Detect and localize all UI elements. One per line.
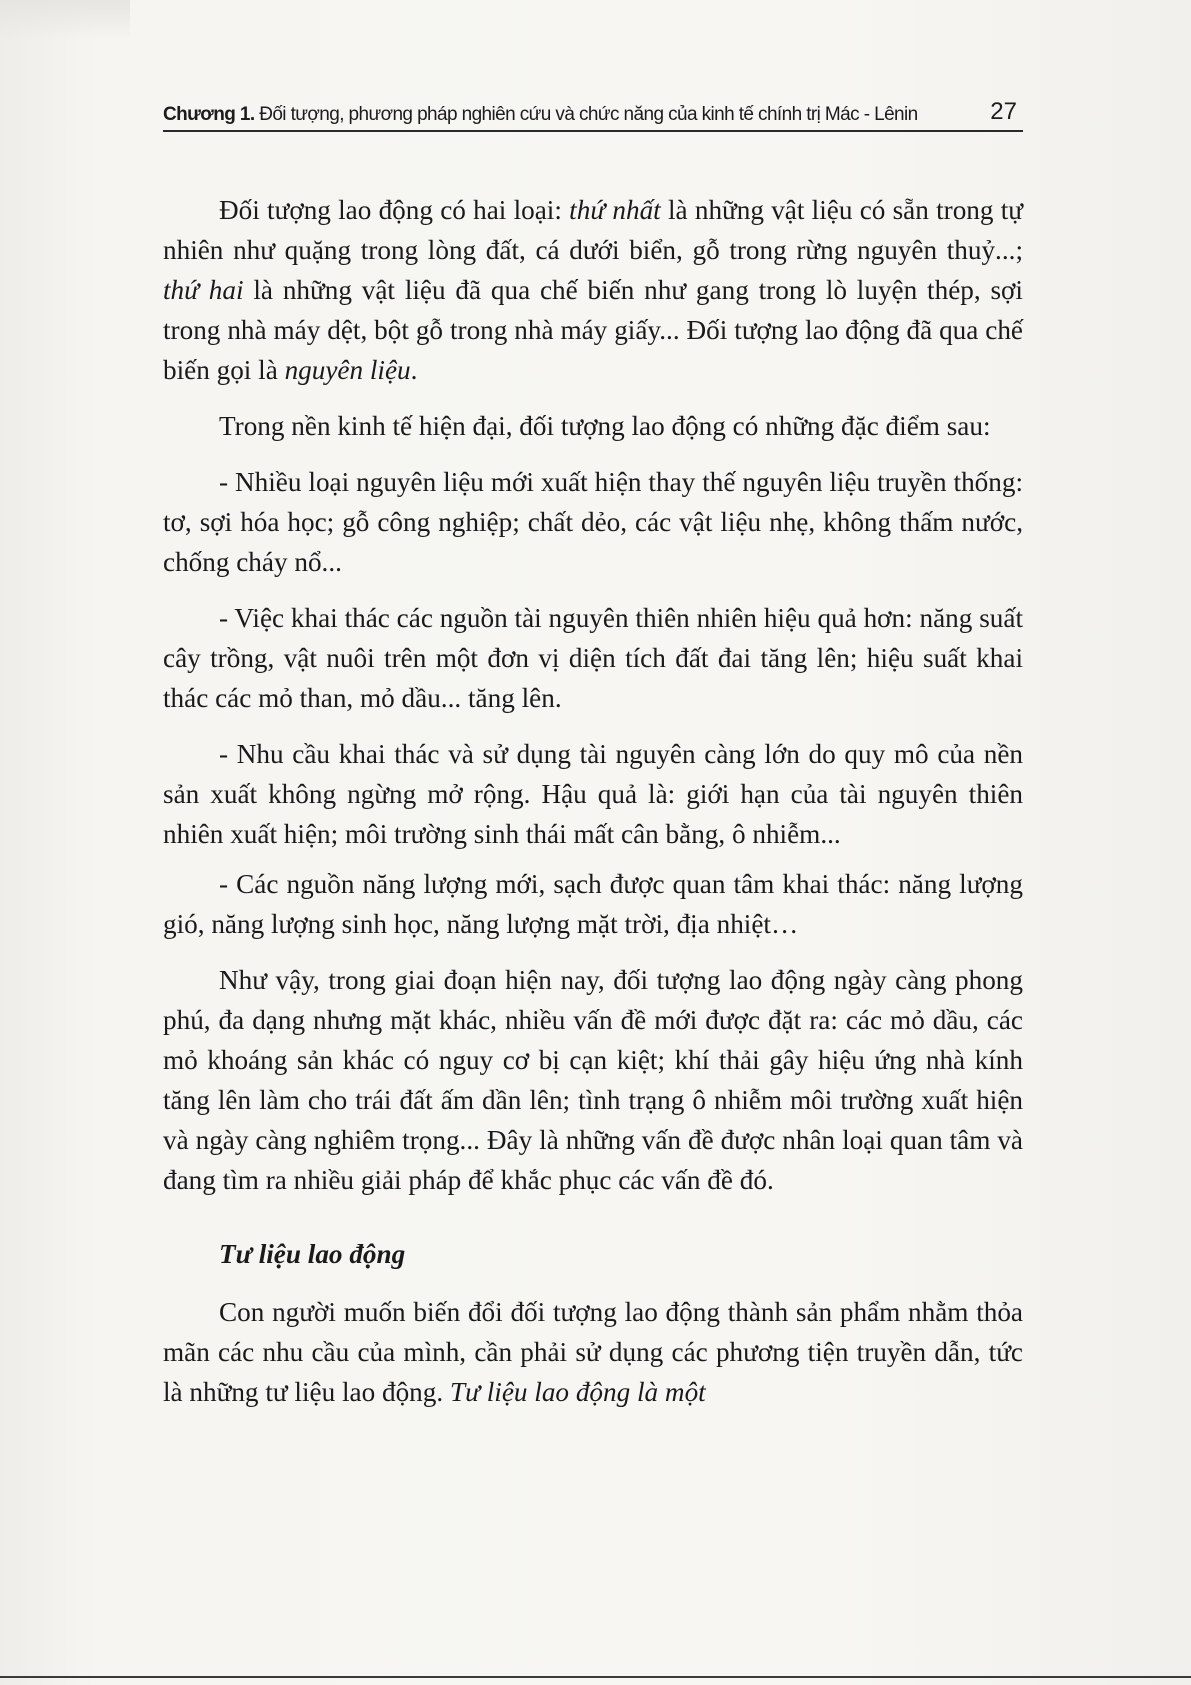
chapter-label: Chương 1. (163, 104, 255, 125)
paragraph-objects-of-labor (163, 190, 1023, 390)
italic-term: thứ nhất (569, 195, 661, 225)
italic-term: nguyên liệu (284, 355, 411, 385)
page-number: 27 (990, 98, 1017, 125)
section-heading: Tư liệu lao động (219, 1239, 406, 1269)
italic-term: thứ hai (163, 275, 244, 305)
running-header (163, 92, 1023, 132)
paragraph-modern-economy: Trong nền kinh tế hiện đại, đối tượng lao động có những đặc điểm sau: (219, 411, 991, 441)
text-span: là những vật liệu đã qua chế biến như gang trong lò luyện thép, sợi trong nhà máy dệt, bột gỗ trong nhà máy giấy... Đối tượng lao động đã qua chế biến gọi là (163, 275, 1023, 385)
scan-shadow (0, 0, 130, 40)
running-head-text (163, 104, 918, 126)
paragraph-means-of-labor (163, 1292, 1023, 1412)
text-span: là những vật liệu có sẵn trong tự nhiên như quặng trong lòng đất, cá dưới biển, gỗ trong rừng nguyên thuỷ...; (163, 195, 1024, 265)
body-text (163, 190, 1023, 1428)
bottom-edge-rule (0, 1676, 1191, 1678)
italic-term: Tư liệu lao động là một (449, 1377, 706, 1407)
chapter-title: Đối tượng, phương pháp nghiên cứu và chức năng của kinh tế chính trị Mác - Lênin (259, 104, 918, 125)
paragraph-current-stage: Như vậy, trong giai đoạn hiện nay, đối tượng lao động ngày càng phong phú, đa dạng nhưng mặt khác, nhiều vấn đề mới được đặt ra: các mỏ dầu, các mỏ khoáng sản khác có nguy cơ bị cạn kiệt; khí thải gây hiệu ứng nhà kính tăng lên làm cho trái đất ấm dần lên; tình trạng ô nhiễm môi trường xuất hiện và ngày càng nghiêm trọng... Đây là những vấn đề được nhân loại quan tâm và đang tìm ra nhiều giải pháp để khắc phục các vấn đề đó. (163, 965, 1023, 1195)
text-span: Con người muốn biến đổi đối tượng lao động thành sản phẩm nhằm thỏa mãn các nhu cầu của mình, cần phải sử dụng các phương tiện truyền dẫn, tức là những tư liệu lao động. (163, 1297, 1023, 1407)
bullet-new-energy: - Các nguồn năng lượng mới, sạch được quan tâm khai thác: năng lượng gió, năng lượng sinh học, năng lượng mặt trời, địa nhiệt… (163, 869, 1023, 939)
bullet-new-materials: - Nhiều loại nguyên liệu mới xuất hiện thay thế nguyên liệu truyền thống: tơ, sợi hóa học; gỗ công nghiệp; chất dẻo, các vật liệu nhẹ, không thấm nước, chống cháy nổ... (163, 467, 1023, 577)
bullet-resource-exploitation: - Việc khai thác các nguồn tài nguyên thiên nhiên hiệu quả hơn: năng suất cây trồng, vật nuôi trên một đơn vị diện tích đất đai tăng lên; hiệu suất khai thác các mỏ than, mỏ dầu... tăng lên. (163, 603, 1023, 713)
bullet-resource-demand: - Nhu cầu khai thác và sử dụng tài nguyên càng lớn do quy mô của nền sản xuất không ngừng mở rộng. Hậu quả là: giới hạn của tài nguyên thiên nhiên xuất hiện; môi trường sinh thái mất cân bằng, ô nhiễm... (163, 739, 1023, 849)
text-span: Đối tượng lao động có hai loại: (219, 195, 570, 225)
text-span: . (410, 355, 418, 385)
